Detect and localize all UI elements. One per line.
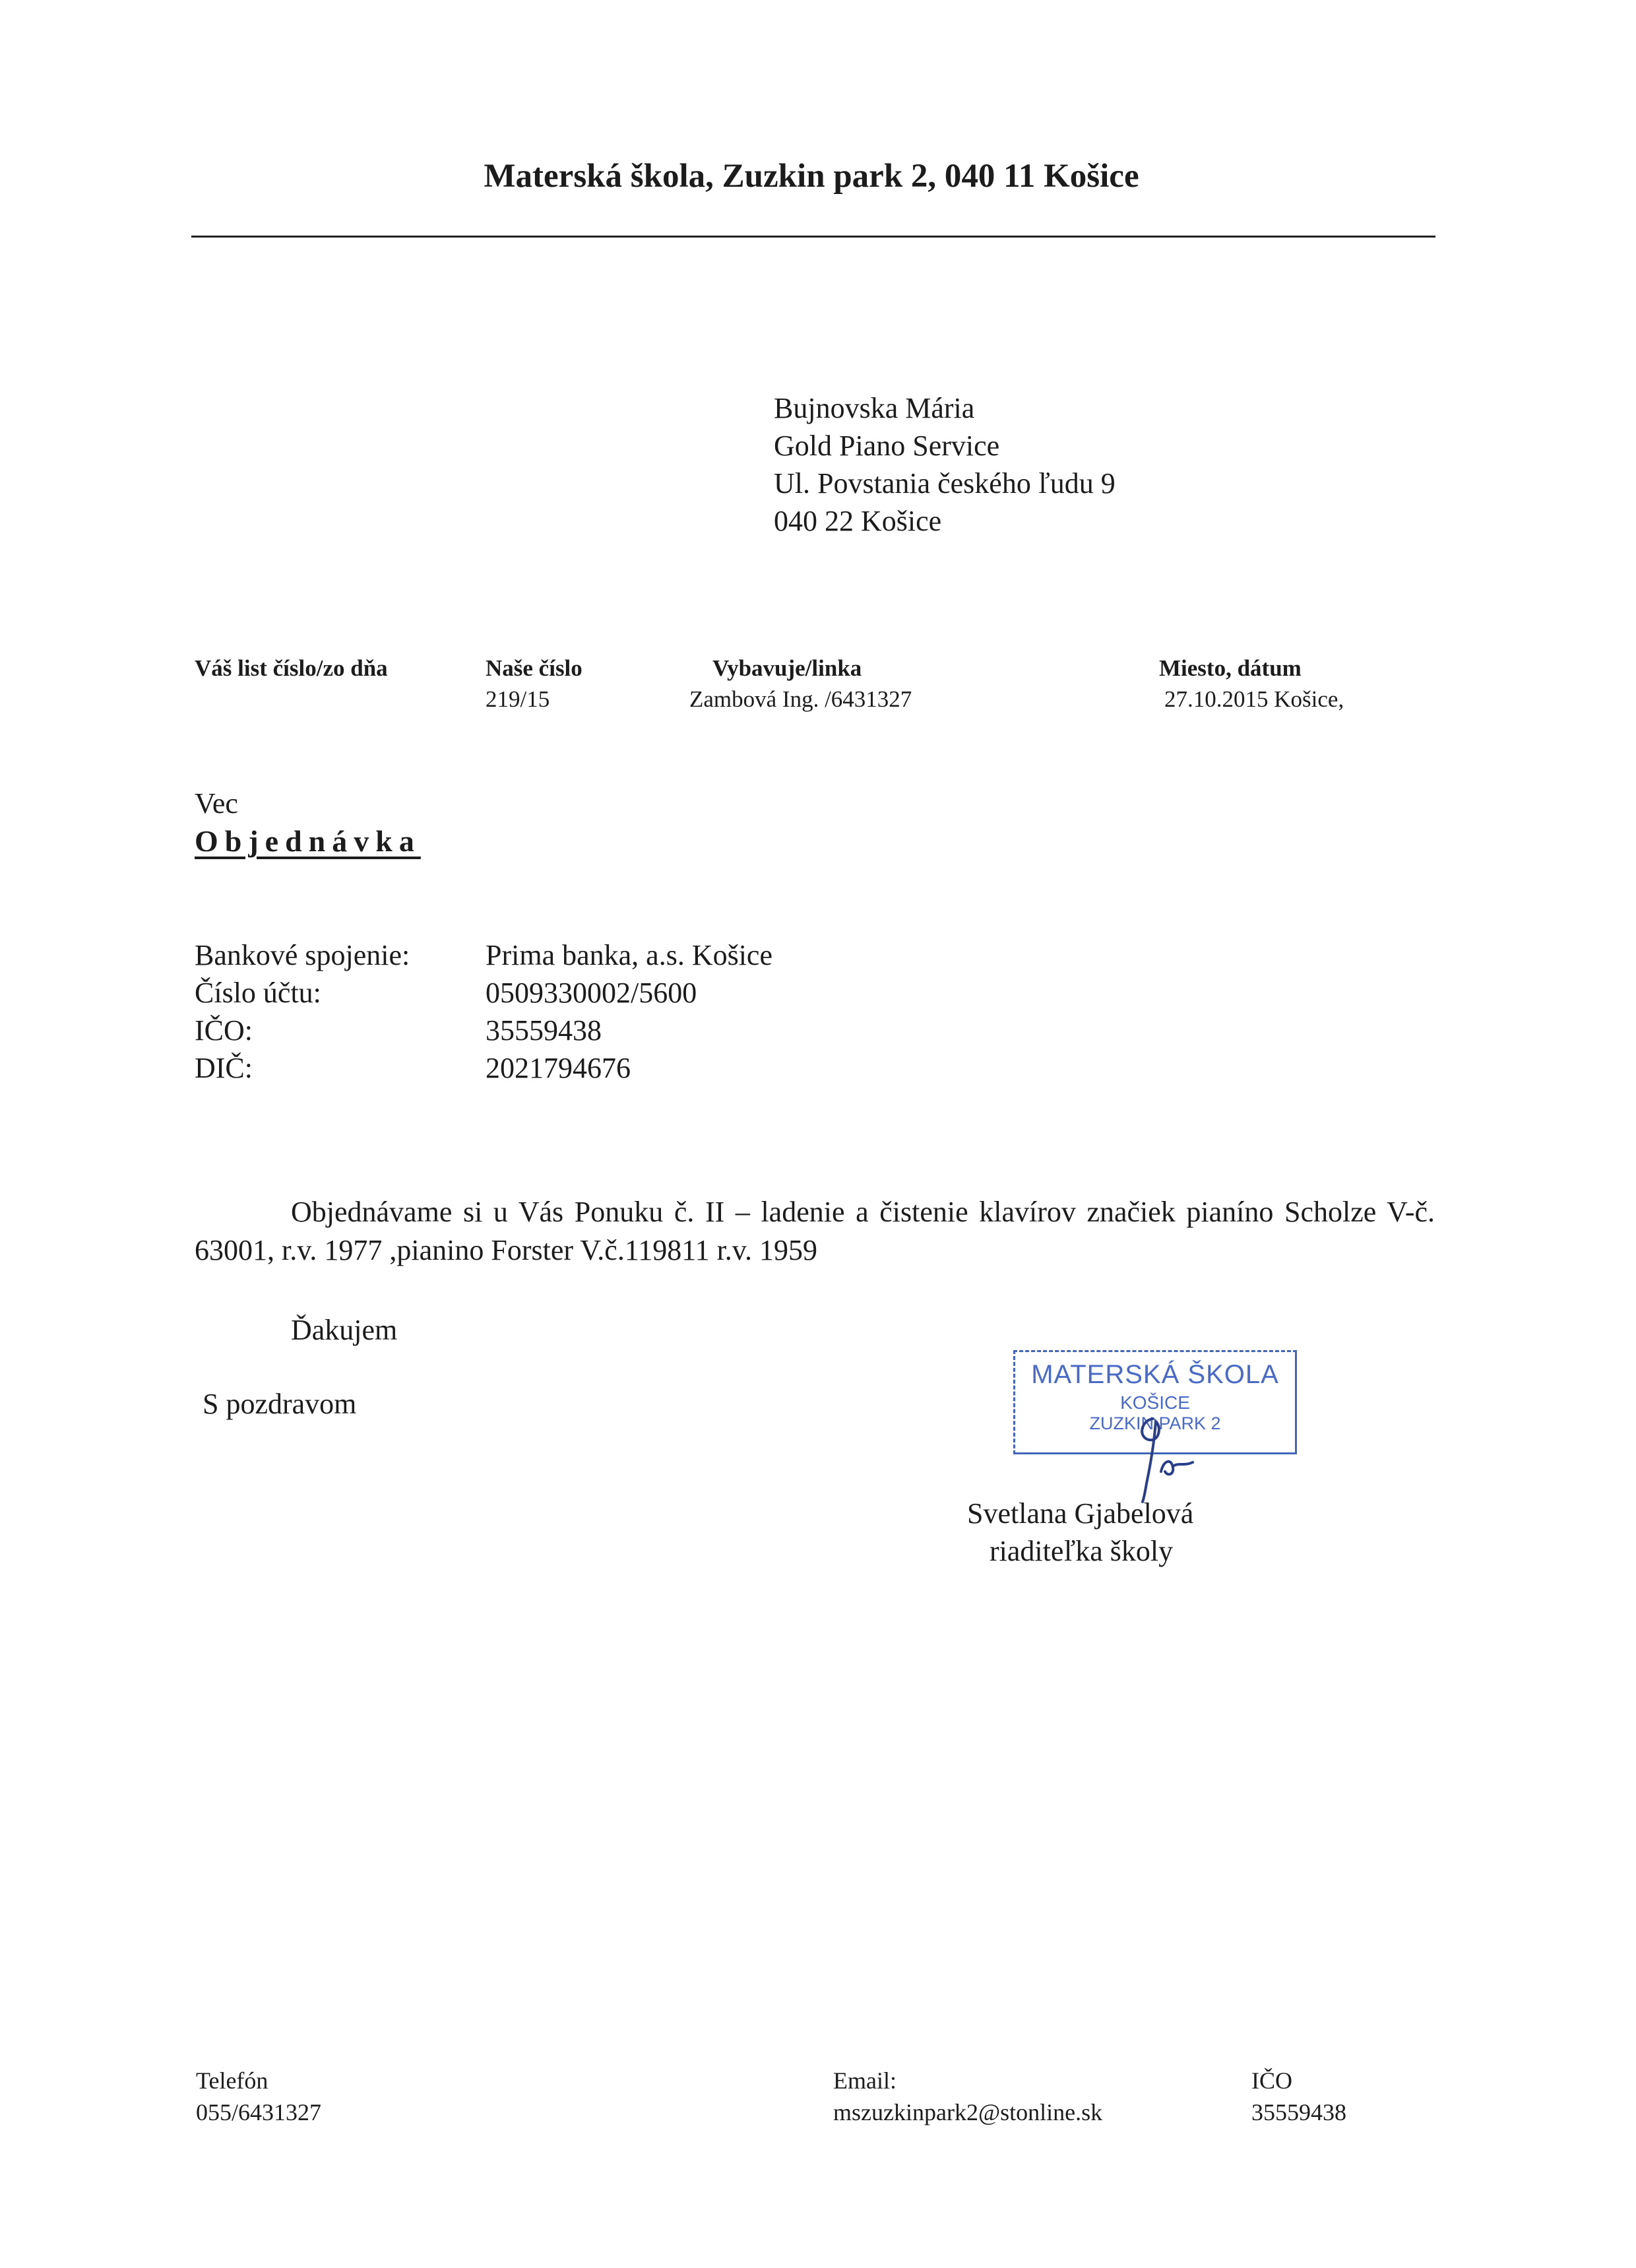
footer-ico-value: 35559438 — [1251, 2099, 1346, 2125]
handled-by-value: Zambová Ing. /6431327 — [689, 686, 912, 712]
page-title: Materská škola, Zuzkin park 2, 040 11 Košice — [484, 158, 1139, 195]
footer-phone-value: 055/6431327 — [196, 2099, 322, 2125]
dic-value: 2021794676 — [486, 1052, 631, 1084]
account-value: 0509330002/5600 — [486, 977, 697, 1009]
footer-email-value: mszuzkinpark2@stonline.sk — [833, 2099, 1103, 2125]
greeting-text: S pozdravom — [203, 1388, 357, 1420]
footer-phone-label: Telefón — [196, 2067, 268, 2094]
stamp-line-3: ZUZKIN PARK 2 — [1089, 1413, 1221, 1433]
our-number-label: Naše číslo — [486, 655, 582, 681]
signatory-name: Svetlana Gjabelová — [967, 1497, 1194, 1530]
order-body-text: Objednávame si u Vás Ponuku č. II – ladenie a čistenie klavírov značiek pianíno Scholze V-č. 63001, r.v. 1977 ,pianino Forster V.č.119811 r.v. 1959 — [195, 1196, 1435, 1266]
thanks-text: Ďakujem — [291, 1314, 398, 1346]
recipient-street: Ul. Povstania českého ľudu 9 — [774, 467, 1116, 500]
footer-ico-label: IČO — [1251, 2067, 1292, 2094]
place-date-label: Miesto, dátum — [1159, 655, 1302, 681]
handled-by-label: Vybavuje/linka — [712, 655, 862, 681]
recipient-name: Bujnovska Mária — [774, 392, 975, 424]
recipient-address — [774, 389, 1116, 540]
subject-text: Objednávka — [195, 824, 421, 858]
signatory-title: riaditeľka školy — [990, 1535, 1174, 1567]
recipient-company: Gold Piano Service — [774, 430, 1000, 462]
place-date-value: 27.10.2015 Košice, — [1164, 686, 1344, 712]
stamp-line-1: MATERSKÁ ŠKOLA — [1031, 1360, 1279, 1389]
your-letter-label: Váš list číslo/zo dňa — [195, 655, 388, 681]
recipient-city: 040 22 Košice — [774, 505, 942, 537]
bank-value: Prima banka, a.s. Košice — [486, 939, 772, 971]
account-label: Číslo účtu: — [195, 977, 321, 1009]
header-divider — [191, 236, 1435, 238]
ico-label: IČO: — [195, 1014, 253, 1047]
bank-label: Bankové spojenie: — [195, 939, 410, 971]
footer-email-label: Email: — [833, 2067, 897, 2094]
subject-label: Vec — [195, 787, 238, 820]
stamp-line-2: KOŠICE — [1120, 1392, 1190, 1413]
ico-value: 35559438 — [486, 1014, 602, 1047]
dic-label: DIČ: — [195, 1052, 253, 1084]
our-number-value: 219/15 — [486, 686, 550, 712]
signature-mark — [1115, 1406, 1207, 1505]
